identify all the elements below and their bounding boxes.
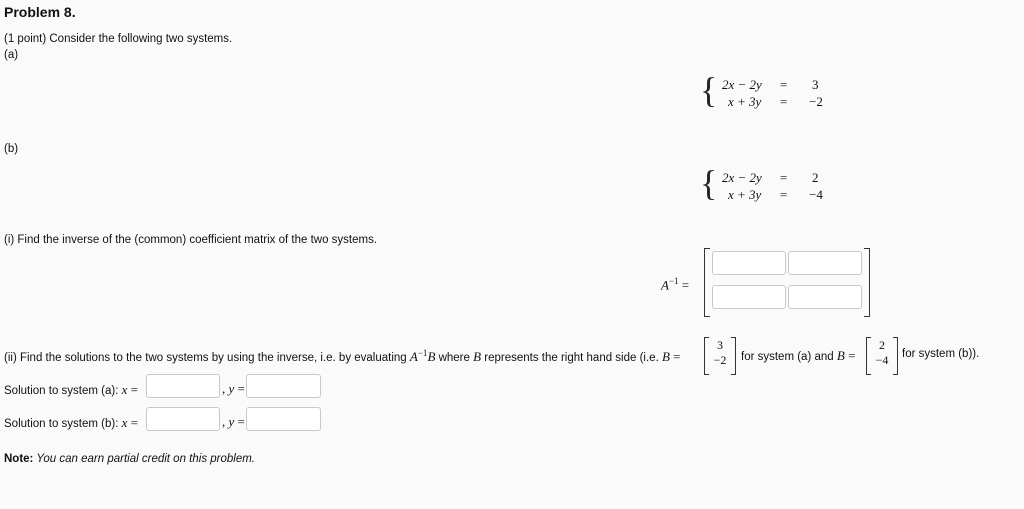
equals: = <box>681 277 690 293</box>
x-symbol: x <box>121 382 128 397</box>
equals: = <box>234 381 245 396</box>
left-brace-icon: { <box>700 163 718 203</box>
solution-b-label <box>4 415 138 431</box>
question-ii-middle: where <box>435 351 474 364</box>
intro-text: (1 point) Consider the following two systems. <box>4 33 233 45</box>
equals: = <box>780 94 788 109</box>
equals: = <box>234 414 245 429</box>
vector-entry: 2 <box>879 338 885 352</box>
right-bracket-icon <box>731 337 736 375</box>
rhs: 2 <box>812 170 819 185</box>
equals: = <box>669 348 681 364</box>
right-bracket-icon <box>893 337 898 375</box>
solution-b-y-input[interactable] <box>246 407 321 431</box>
inverse-entry-2-1[interactable] <box>712 285 786 309</box>
vector-entry: −4 <box>875 353 889 367</box>
system-b-row-2 <box>718 187 838 204</box>
rhs: −4 <box>809 187 823 202</box>
question-ii-middle2: represents the right hand side (i.e. <box>481 351 662 364</box>
part-a-label: (a) <box>4 49 19 61</box>
for-system-a-text <box>741 348 855 364</box>
right-bracket-icon <box>864 248 870 317</box>
comma: , <box>222 414 229 429</box>
part-b-label: (b) <box>4 143 19 155</box>
system-b-row-1 <box>718 170 838 187</box>
equals: = <box>780 187 788 202</box>
system-a-row-2 <box>718 94 838 111</box>
matrix-b-symbol: B <box>473 348 482 364</box>
question-i: (i) Find the inverse of the (common) coefficient matrix of the two systems. <box>4 234 378 246</box>
for-a: for system (a) and <box>741 351 837 363</box>
vector-b-a <box>708 338 732 368</box>
for-system-b-text: for system (b)). <box>902 348 980 360</box>
matrix-a-symbol: A <box>409 348 418 364</box>
solution-a-x-input[interactable] <box>146 374 220 398</box>
rhs: −2 <box>809 94 823 109</box>
solution-a-text: Solution to system (a): <box>4 385 122 397</box>
lhs: 2x − 2y <box>722 170 762 185</box>
solution-a-y-input[interactable] <box>246 374 321 398</box>
left-brace-icon: { <box>700 70 718 110</box>
question-ii-prefix: (ii) Find the solutions to the two systems by using the inverse, i.e. by evaluating <box>4 351 410 364</box>
y-symbol: y <box>228 414 235 429</box>
rhs: 3 <box>812 77 819 92</box>
left-bracket-icon <box>704 248 710 317</box>
solution-b-y-label <box>222 414 245 430</box>
inverse-exponent: −1 <box>668 276 679 286</box>
inverse-entry-1-2[interactable] <box>788 251 862 275</box>
matrix-b-symbol: B <box>836 348 845 363</box>
lhs: x + 3y <box>728 187 762 202</box>
matrix-b-symbol: B <box>661 348 670 364</box>
system-a <box>718 77 838 111</box>
inverse-entry-2-2[interactable] <box>788 285 862 309</box>
equals: = <box>127 382 138 397</box>
vector-entry: 3 <box>717 338 723 352</box>
system-a-row-1 <box>718 77 838 94</box>
matrix-a-symbol: A <box>661 277 669 293</box>
vector-entry: −2 <box>713 353 727 367</box>
x-symbol: x <box>121 415 128 430</box>
inverse-entry-1-1[interactable] <box>712 251 786 275</box>
matrix-b-symbol: B <box>427 348 436 364</box>
lhs: 2x − 2y <box>722 77 762 92</box>
solution-a-label <box>4 382 138 398</box>
equals: = <box>844 348 856 363</box>
comma: , <box>222 381 229 396</box>
note-text: You can earn partial credit on this problem. <box>33 453 256 465</box>
problem-title: Problem 8. <box>4 4 76 20</box>
vector-b-b <box>870 338 894 368</box>
note-bold: Note: <box>4 453 34 465</box>
question-ii <box>4 348 681 365</box>
system-b <box>718 170 838 204</box>
solution-b-x-input[interactable] <box>146 407 220 431</box>
equals: = <box>127 415 138 430</box>
solution-b-text: Solution to system (b): <box>4 418 122 430</box>
equals: = <box>780 77 788 92</box>
solution-a-y-label <box>222 381 245 397</box>
inverse-label <box>661 276 689 293</box>
equals: = <box>780 170 788 185</box>
inverse-exponent: −1 <box>417 348 428 358</box>
note <box>4 453 255 465</box>
y-symbol: y <box>228 381 235 396</box>
lhs: x + 3y <box>728 94 762 109</box>
